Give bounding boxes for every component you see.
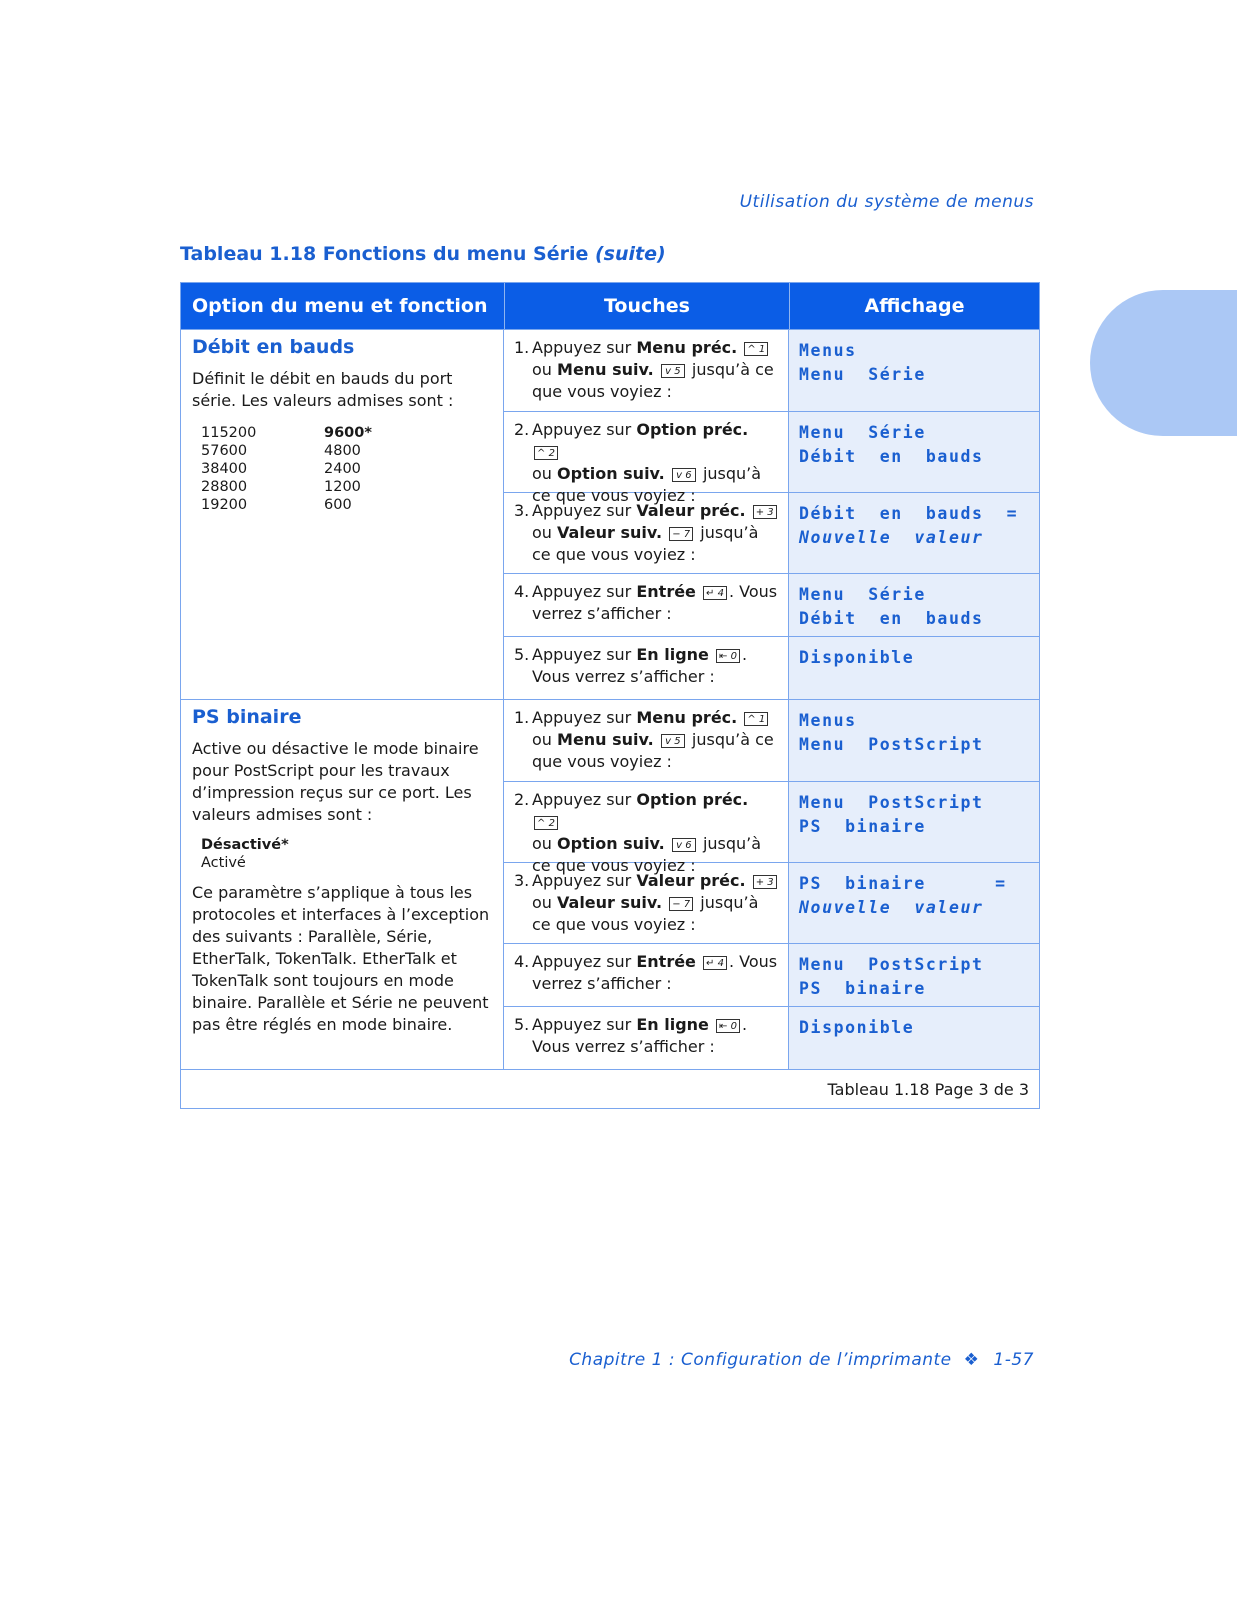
key-online-icon: ⇤ 0 <box>716 1019 740 1033</box>
step-text: . Vous verrez s’afficher : <box>532 1015 748 1056</box>
step-instruction <box>504 493 789 573</box>
display-line: Menu Série <box>799 585 926 604</box>
display-line: PS binaire = <box>799 874 1007 893</box>
table-title-suite: (suite) <box>595 243 666 265</box>
step-instruction <box>504 944 789 1006</box>
step-text: Appuyez sur <box>532 582 637 601</box>
section-note: Ce paramètre s’applique à tous les protocoles et interfaces à l’exception des suivants : Parallèle, Série, EtherTalk, TokenTalk. EtherTalk et TokenTalk sont toujours en mode binaire. Parallèle et Série ne peuvent pas être réglés en mode binaire. <box>192 883 490 1034</box>
step-number: 3. <box>514 871 530 890</box>
step-instruction <box>504 412 789 505</box>
table-footer: Tableau 1.18 Page 3 de 3 <box>181 1069 1039 1108</box>
value-item: 1200 <box>324 479 361 495</box>
step-number: 4. <box>514 582 530 601</box>
option-cell <box>181 700 504 1069</box>
key-label: Option suiv. <box>557 834 665 853</box>
display-line: Menu Série <box>799 423 926 442</box>
display-line: PS binaire <box>799 817 926 836</box>
key-label: Valeur suiv. <box>557 893 663 912</box>
step-text: . Vous verrez s’afficher : <box>532 582 778 623</box>
step-number: 2. <box>514 420 530 439</box>
key-enter-icon: ↵ 4 <box>703 586 727 600</box>
step-text: . Vous verrez s’afficher : <box>532 952 778 993</box>
key-online-icon: ⇤ 0 <box>716 649 740 663</box>
key-up-icon: ^ 1 <box>744 342 768 356</box>
steps-column <box>504 700 1039 1069</box>
step-row <box>504 862 1039 943</box>
key-down-icon: v 6 <box>672 468 696 482</box>
option-item: Activé <box>201 855 246 871</box>
step-text: jusqu’à ce que vous voyiez : <box>532 730 774 771</box>
display-cell <box>789 1007 1039 1069</box>
section-description: Définit le débit en bauds du port série. Les valeurs admises sont : <box>192 369 454 410</box>
footer-chapter: Chapitre 1 : Configuration de l’imprimante <box>569 1350 952 1370</box>
key-label: Valeur préc. <box>636 501 746 520</box>
step-instruction <box>504 700 789 781</box>
key-plus-icon: + 3 <box>753 505 777 519</box>
display-cell <box>789 330 1039 411</box>
step-row <box>504 411 1039 505</box>
step-number: 2. <box>514 790 530 809</box>
value-item: 38400 <box>201 461 248 477</box>
key-label: Menu préc. <box>636 338 738 357</box>
key-label: Option préc. <box>636 420 749 439</box>
step-text: jusqu’à ce que vous voyiez : <box>532 360 774 401</box>
display-line: Nouvelle valeur <box>799 528 984 547</box>
display-line: Débit en bauds = <box>799 504 1019 523</box>
display-cell <box>789 574 1039 636</box>
key-label: Valeur suiv. <box>557 523 663 542</box>
key-label: Valeur préc. <box>636 871 746 890</box>
key-label: Menu suiv. <box>557 360 654 379</box>
step-text: ou <box>532 893 558 912</box>
key-label: Entrée <box>636 952 696 971</box>
step-instruction <box>504 863 789 943</box>
display-line: Débit en bauds <box>799 609 984 628</box>
step-text: jusqu’à ce que vous voyiez : <box>532 523 759 564</box>
step-row <box>504 943 1039 1006</box>
table-header-row <box>181 283 1039 329</box>
step-row <box>504 636 1039 699</box>
key-down-icon: v 5 <box>661 734 685 748</box>
display-line: Menu Série <box>799 365 926 384</box>
key-down-icon: v 6 <box>672 838 696 852</box>
key-minus-icon: − 7 <box>669 527 693 541</box>
step-row <box>504 700 1039 781</box>
column-header-affichage: Affichage <box>864 295 965 317</box>
value-item: 600 <box>324 497 352 513</box>
step-row <box>504 573 1039 636</box>
key-label: Option suiv. <box>557 464 665 483</box>
key-up-icon: ^ 2 <box>534 446 558 460</box>
step-text: jusqu’à ce que vous voyiez : <box>532 464 762 505</box>
step-number: 1. <box>514 338 530 357</box>
step-text: Appuyez sur <box>532 708 637 727</box>
menu-table <box>180 282 1040 1109</box>
value-item: 4800 <box>324 443 361 459</box>
key-label: Menu préc. <box>636 708 738 727</box>
value-item: 2400 <box>324 461 361 477</box>
step-instruction <box>504 574 789 636</box>
value-item: 28800 <box>201 479 248 495</box>
section-title: Débit en bauds <box>192 336 355 358</box>
step-text: ou <box>532 834 558 853</box>
key-up-icon: ^ 1 <box>744 712 768 726</box>
display-line: Menus <box>799 711 857 730</box>
display-cell <box>789 493 1039 573</box>
step-text: Appuyez sur <box>532 501 637 520</box>
display-line: PS binaire <box>799 979 926 998</box>
step-text: Appuyez sur <box>532 790 637 809</box>
value-item: 57600 <box>201 443 248 459</box>
step-text: Appuyez sur <box>532 1015 637 1034</box>
step-instruction <box>504 1007 789 1069</box>
page-number: 1-57 <box>993 1350 1034 1370</box>
step-number: 5. <box>514 645 530 664</box>
display-line: Disponible <box>799 648 915 667</box>
diamond-icon: ❖ <box>963 1350 980 1370</box>
option-item-default: Désactivé* <box>201 837 289 853</box>
section-ps-binaire <box>181 699 1039 1069</box>
step-instruction <box>504 637 789 699</box>
step-number: 4. <box>514 952 530 971</box>
step-text: ou <box>532 360 558 379</box>
value-item-default: 9600* <box>324 425 372 441</box>
key-minus-icon: − 7 <box>669 897 693 911</box>
section-debit-bauds <box>181 329 1039 699</box>
display-line: Menu PostScript <box>799 955 984 974</box>
display-cell <box>789 700 1039 781</box>
steps-column <box>504 330 1039 699</box>
key-down-icon: v 5 <box>661 364 685 378</box>
display-line: Nouvelle valeur <box>799 898 984 917</box>
display-line: Menus <box>799 341 857 360</box>
step-text: Appuyez sur <box>532 338 637 357</box>
display-cell <box>789 637 1039 699</box>
step-number: 1. <box>514 708 530 727</box>
step-row <box>504 781 1039 875</box>
display-cell <box>789 782 1039 862</box>
section-title: PS binaire <box>192 706 302 728</box>
display-cell <box>789 944 1039 1006</box>
running-header: Utilisation du système de menus <box>739 192 1034 212</box>
key-label: Option préc. <box>636 790 749 809</box>
section-description: Active ou désactive le mode binaire pour PostScript pour les travaux d’impression reçus sur ce port. Les valeurs admises sont : <box>192 739 479 824</box>
column-header-touches: Touches <box>505 283 790 329</box>
value-item: 115200 <box>201 425 257 441</box>
chapter-tab <box>1090 290 1237 436</box>
key-label: Menu suiv. <box>557 730 654 749</box>
step-text: jusqu’à ce que vous voyiez : <box>532 834 762 875</box>
display-line: Menu PostScript <box>799 735 984 754</box>
step-text: jusqu’à ce que vous voyiez : <box>532 893 759 934</box>
display-line: Disponible <box>799 1018 915 1037</box>
step-instruction <box>504 782 789 875</box>
column-header-option: Option du menu et fonction <box>181 283 505 329</box>
table-title-label: Tableau 1.18 Fonctions du menu Série <box>180 243 589 265</box>
step-text: . Vous verrez s’afficher : <box>532 645 748 686</box>
key-label: En ligne <box>636 1015 709 1034</box>
step-instruction <box>504 330 789 411</box>
step-text: Appuyez sur <box>532 645 637 664</box>
display-cell <box>789 412 1039 492</box>
step-text: ou <box>532 464 558 483</box>
table-title <box>180 243 666 265</box>
option-list <box>201 836 492 872</box>
key-up-icon: ^ 2 <box>534 816 558 830</box>
step-text: Appuyez sur <box>532 871 637 890</box>
step-text: ou <box>532 523 558 542</box>
step-text: ou <box>532 730 558 749</box>
value-list <box>201 424 492 514</box>
display-cell <box>789 863 1039 943</box>
key-plus-icon: + 3 <box>753 875 777 889</box>
step-number: 5. <box>514 1015 530 1034</box>
step-number: 3. <box>514 501 530 520</box>
step-row <box>504 492 1039 573</box>
step-text: Appuyez sur <box>532 952 637 971</box>
key-enter-icon: ↵ 4 <box>703 956 727 970</box>
step-text: Appuyez sur <box>532 420 637 439</box>
value-item: 19200 <box>201 497 248 513</box>
running-footer <box>569 1350 1034 1370</box>
step-row <box>504 330 1039 411</box>
step-row <box>504 1006 1039 1069</box>
display-line: Menu PostScript <box>799 793 984 812</box>
key-label: Entrée <box>636 582 696 601</box>
option-cell <box>181 330 504 699</box>
display-line: Débit en bauds <box>799 447 984 466</box>
key-label: En ligne <box>636 645 709 664</box>
